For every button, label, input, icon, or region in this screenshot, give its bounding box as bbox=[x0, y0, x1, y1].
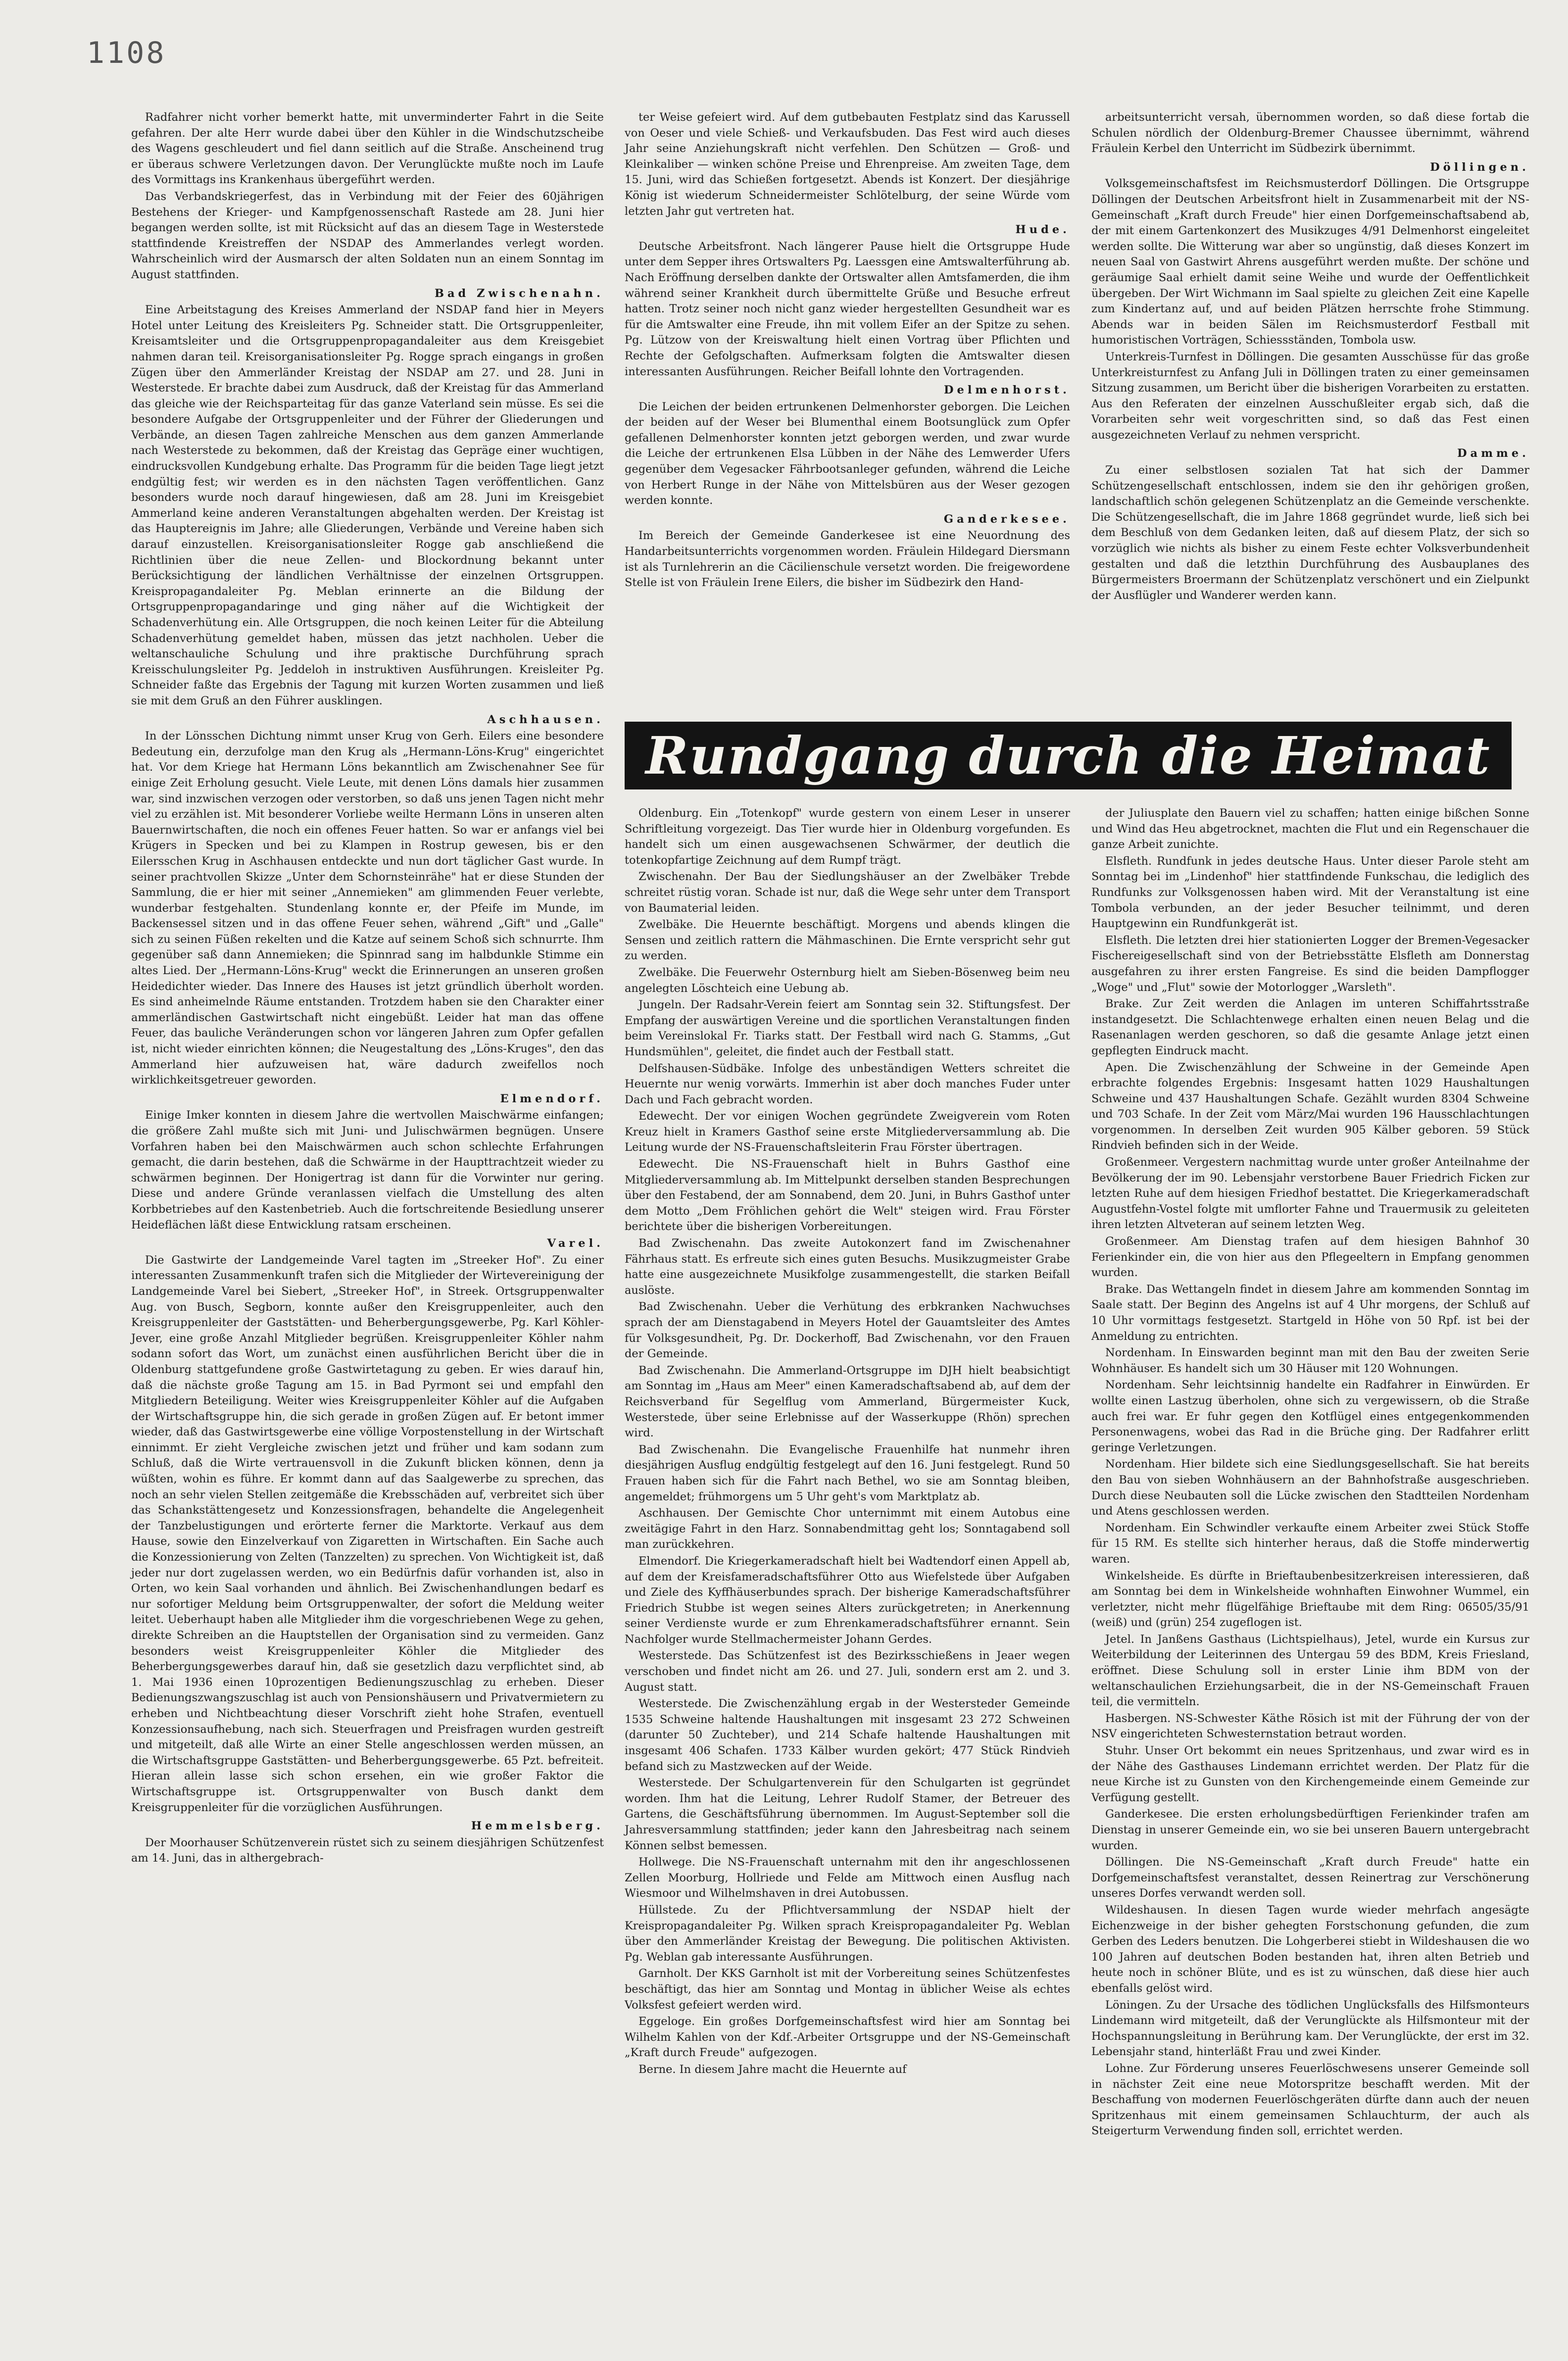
article-paragraph: Hasbergen. NS-Schwester Käthe Rösich ist mit der Führung der von der NSV eingerichteten Schwesternstation betraut worden. bbox=[1091, 1712, 1529, 1741]
column-1 bbox=[131, 110, 604, 1868]
article-paragraph: Apen. Die Zwischenzählung der Schweine in der Gemeinde Apen erbrachte folgendes Ergebnis: Insgesamt hatten 1029 Haushaltungen Schweine und 437 Haushaltungen Schafe. Gezählt wurden 8304 Schweine und 703 Schafe. In der Zeit vom März/Mai wurden 196 Hausschlachtungen vorgenommen. In derselben Zeit wurden 905 Kälber geboren. 59 Stück Rindvieh befinden sich in der Weide. bbox=[1091, 1061, 1529, 1152]
article-paragraph: Hüllstede. Zu der Pflichtversammlung der NSDAP hielt der Kreispropagandaleiter Pg. Wilken sprach Kreispropagandaleiter Pg. Weblan über den Ammerländer Kreistag der Bewegung. Die politischen Aktivisten. Pg. Weblan gab interessante Ausführungen. bbox=[625, 1903, 1070, 1964]
section-heading: Delmenhorst. bbox=[944, 384, 1070, 397]
article-paragraph: Westerstede. Das Schützenfest ist des Bezirksschießens in Jeaer wegen verschoben und findet nicht am 26. und 27. Juli, sondern erst am 2. und 3. August statt. bbox=[625, 1649, 1070, 1694]
section-heading: Hemmelsberg. bbox=[471, 1820, 604, 1833]
article-paragraph: Wildeshausen. In diesen Tagen wurde wieder mehrfach angesägte Eichenzweige in der bisher gehegten Forstschonung gefunden, die zum Gerben des Leders benutzen. Die Lohgerberei stiebt in Wildeshausen die wo 100 Jahren auf deutschen Boden bestanden hat, ihren alten Betrieb und heute noch in schöner Blüte, und es ist zu wünschen, daß diese hier auch ebenfalls gelöst wird. bbox=[1091, 1903, 1529, 1995]
article-paragraph: Deutsche Arbeitsfront. Nach längerer Pause hielt die Ortsgruppe Hude unter dem Sepper ihres Ortswalters Pg. Laessgen eine Amtswalterführung ab. Nach Eröffnung derselben dankte der Ortswalter allen Amtsfamerden, die ihm während seiner Krankheit durch übermittelte Grüße und Besuche erfreut hatten. Trotz seiner noch nicht ganz wieder hergestellten Gesundheit war es für die Amtswalter eine Freude, ihn mit vollem Eifer an der Spitze zu sehen. Pg. Lützow von der Kreiswaltung hielt einen Vortrag über Pflichten und Rechte der Gefolgschaften. Aufmerksam folgten die Amtswalter diesen interessanten Ausführungen. Reicher Beifall lohnte den Vortragenden. bbox=[625, 240, 1070, 378]
article-paragraph: Löningen. Zu der Ursache des tödlichen Unglücksfalls des Hilfsmonteurs Lindemann wird mitgeteilt, daß der Verunglückte als Hilfsmonteur mit der Hochspannungsleitung in Berührung kam. Der Verunglückte, der erst im 32. Lebensjahr stand, hinterläßt Frau und zwei Kinder. bbox=[1091, 1998, 1529, 2059]
section-heading: Ganderkesee. bbox=[943, 512, 1070, 526]
article-paragraph: Nordenham. Hier bildete sich eine Siedlungsgesellschaft. Sie hat bereits den Bau von sieben Wohnhäusern an der Bahnhofstraße ausgeschrieben. Durch diese Neubauten soll die Lücke zwischen den Stadtteilen Nordenham und Atens geschlossen werden. bbox=[1091, 1458, 1529, 1518]
article-paragraph: Aschhausen. Der Gemischte Chor unternimmt mit einem Autobus eine zweitägige Fahrt in den Harz. Sonnabendmittag geht los; Sonntagabend soll man zurückkehren. bbox=[625, 1507, 1070, 1551]
article-paragraph: Oldenburg. Ein „Totenkopf" wurde gestern von einem Leser in unserer Schriftleitung vorgezeigt. Das Tier wurde hier in Oldenburg vorgefunden. Es handelt sich um einen ausgewachsenen Schwärmer, der deutlich die totenkopfartige Zeichnung auf dem Rumpf trägt. bbox=[625, 807, 1070, 867]
article-paragraph: Großenmeer. Vergestern nachmittag wurde unter großer Anteilnahme der Bevölkerung der im 90. Lebensjahr verstorbene Bauer Friedrich Ficken zur letzten Ruhe auf dem hiesigen Friedhof bestattet. Die Kriegerkameradschaft Augustfehn-Vostel folgte mit umflorter Fahne und Trauermusik zu geleiteten ihren letzten Altveteran auf seinem letzten Weg. bbox=[1091, 1156, 1529, 1231]
page-number: 1108 bbox=[87, 36, 166, 70]
article-paragraph: Großenmeer. Am Dienstag trafen auf dem hiesigen Bahnhof 30 Ferienkinder ein, die von hier aus den Pflegeeltern in Empfang genommen wurden. bbox=[1091, 1235, 1529, 1279]
article-paragraph: Stuhr. Unser Ort bekommt ein neues Spritzenhaus, und zwar wird es in der Nähe des Gasthauses Lindemann errichtet werden. Der Platz für die neue Kirche ist zu Gunsten von den Kirchengemeinde einem Gemeinde zur Verfügung gestellt. bbox=[1091, 1744, 1529, 1804]
section-heading: Damme. bbox=[1457, 447, 1529, 460]
section-heading: Bad Zwischenahn. bbox=[434, 287, 604, 300]
article-paragraph: Bad Zwischenahn. Die Evangelische Frauenhilfe hat nunmehr ihren diesjährigen Ausflug endgültig festgelegt auf den 16. Juni festgelegt. Rund 50 Frauen haben sich für die Fahrt nach Bethel, wo sie am Sonntag bleiben, angemeldet; frühmorgens um 5 Uhr geht's vom Marktplatz ab. bbox=[625, 1443, 1070, 1503]
section-heading: Döllingen. bbox=[1430, 160, 1529, 174]
article-paragraph: Jungeln. Der Radsahr-Verein feiert am Sonntag sein 32. Stiftungsfest. Der Empfang der auswärtigen Vereine und die sportlichen Veranstaltungen finden beim Vereinslokal Fr. Tiarks statt. Der Festball wird nach G. Stamms, „Gut Hundsmühlen", geleitet, die findet auch der Festball statt. bbox=[625, 998, 1070, 1058]
article-paragraph: Brake. Zur Zeit werden die Anlagen im unteren Schiffahrtsstraße instandgesetzt. Die Schlachtenwege erhalten einen neuen Belag und die Rasenanlagen werden geschoren, so daß die gesamte Anlage jetzt einen gepflegten Eindruck macht. bbox=[1091, 997, 1529, 1057]
article-paragraph: Nordenham. In Einswarden beginnt man mit den Bau der zweiten Serie Wohnhäuser. Es handelt sich um 30 Häuser mit 120 Wohnungen. bbox=[1091, 1346, 1529, 1375]
article-paragraph: Radfahrer nicht vorher bemerkt hatte, mit unverminderter Fahrt in die Seite gefahren. Der alte Herr wurde dabei über den Kühler in die Windschutzscheibe des Wagens geschleudert und fiel dann seitlich auf die Straße. Anscheinend trug er überaus schwere Verletzungen davon. Der Verunglückte mußte noch im Laufe des Vormittags ins Krankenhaus übergeführt werden. bbox=[131, 111, 604, 187]
article-paragraph: Bad Zwischenahn. Ueber die Verhütung des erbkranken Nachwuchses sprach der am Dienstagabend in Meyers Hotel der Gauamtsleiter des Amtes für Volksgesundheit, Pg. Dr. Dockerhoff, Bad Zwischenahn, vor den Frauen der Gemeinde. bbox=[625, 1300, 1070, 1361]
article-paragraph: Westerstede. Der Schulgartenverein für den Schulgarten ist gegründet worden. Ihm hat die Leitung, Lehrer Rudolf Stamer, der Betreuer des Gartens, die Geschäftsführung übernommen. Im August-September soll die Jahresversammlung stattfinden; jeder kann den Jahresbeitrag nach seinem Können selbst bemessen. bbox=[625, 1776, 1070, 1852]
article-paragraph: Hollwege. Die NS-Frauenschaft unternahm mit den ihr angeschlossenen Zellen Moorburg, Hollriede und Felde am Mittwoch einen Ausflug nach Wiesmoor und Wilhelmshaven in drei Autobussen. bbox=[625, 1856, 1070, 1900]
article-paragraph: Bad Zwischenahn. Das zweite Autokonzert fand im Zwischenahner Fährhaus statt. Es erfreute sich eines guten Besuchs. Musikzugmeister Grabe hatte eine ausgezeichnete Musikfolge zusammengestellt, die starken Beifall auslöste. bbox=[625, 1237, 1070, 1297]
article-paragraph: Unterkreis-Turnfest in Döllingen. Die gesamten Ausschüsse für das große Unterkreisturnfest zu Anfang Juli in Döllingen traten zu einer gemeinsamen Sitzung zusammen, um Bericht über die bisherigen Vorarbeiten zu erstatten. Aus den Referaten der einzelnen Ausschußleiter ergab sich, daß die Vorarbeiten sehr weit vorgeschritten sind, so daß das Fest einen ausgezeichneten Verlauf zu nehmen verspricht. bbox=[1091, 350, 1529, 442]
article-paragraph: ter Weise gefeiert wird. Auf dem gutbebauten Festplatz sind das Karussell von Oeser und viele Schieß- und Verkaufsbuden. Das Fest wird auch dieses Jahr seine Anziehungskraft nicht verfehlen. Den Schützen — Groß- und Kleinkaliber — winken schöne Preise und Ehrenpreise. Am zweiten Tage, dem 15. Juni, wird das Schießen fortgesetzt. Abends ist Konzert. Der diesjährige König ist wiederum Schneidermeister Schlötelburg, der seine Würde vom letzten Jahr gut vertreten hat. bbox=[625, 111, 1070, 218]
article-paragraph: Elsfleth. Rundfunk in jedes deutsche Haus. Unter dieser Parole steht am Sonntag bei im „Lindenhof" hier stattfindende Funkschau, die lediglich des Rundfunks zur Volksgenossen haben wird. Mit der Veranstaltung ist eine Tombola verbunden, an der jeder Besucher teilnimmt, und deren Hauptgewinn ein Rundfunkgerät ist. bbox=[1091, 854, 1529, 931]
article-paragraph: Im Bereich der Gemeinde Ganderkesee ist eine Neuordnung des Handarbeitsunterrichts vorgenommen worden. Fräulein Hildegard Diersmann ist als Turnlehrerin an die Cäcilienschule versetzt worden. Die freigewordene Stelle ist von Fräulein Irene Eilers, die bisher im Südbezirk den Hand- bbox=[625, 529, 1070, 590]
article-paragraph: Eine Arbeitstagung des Kreises Ammerland der NSDAP fand hier in Meyers Hotel unter Leitung des Kreisleiters Pg. Schneider statt. Die Ortsgruppenleiter, Kreisamtsleiter und die Ortsgruppenpropagandaleiter aus dem Kreisgebiet nahmen daran teil. Kreisorganisationsleiter Pg. Rogge sprach eingangs in großen Zügen über den Ammerländer Kreistag der NSDAP am 27. und 28. Juni in Westerstede. Er brachte dabei zum Ausdruck, daß der Kreistag für das Ammerland das gleiche wie der Reichsparteitag für das ganze Vaterland sein müsse. Es sei die besondere Aufgabe der Ortsgruppenleiter und der Führer der Gliederungen und Verbände, an diesen Tagen zahlreiche Menschen aus dem ganzen Ammerlande nach Westerstede zu bekommen, daß der Kreistag das Gepräge einer wuchtigen, eindrucksvollen Kundgebung erhalte. Das Programm für die beiden Tage liegt jetzt endgültig fest; wir werden es in den nächsten Tagen veröffentlichen. Ganz besonders wurde noch darauf hingewiesen, daß am 28. Juni im Kreisgebiet Ammerland keine anderen Veranstaltungen abgehalten werden. Der Kreistag ist das Hauptereignis im Jahre; alle Gliederungen, Verbände und Vereine haben sich darauf einzustellen. Kreisorganisationsleiter Rogge gab anschließend die Richtlinien über die neue Zellen- und Blockordnung bekannt unter Berücksichtigung der ländlichen Verhältnisse der einzelnen Ortsgruppen. Kreispropagandaleiter Pg. Meblan erinnerte an die Bildung der Ortsgruppenpropagandaringe und ging näher auf die Wichtigkeit der Schadenverhütung ein. Alle Ortsgruppen, die noch keinen Leiter für die Abteilung Schadenverhütung gemeldet haben, müssen das jetzt nachholen. Ueber die weltanschauliche Schulung und ihre praktische Durchführung sprach Kreisschulungsleiter Pg. Jeddeloh in instruktiven Ausführungen. Kreisleiter Pg. Schneider faßte das Ergebnis der Tagung mit kurzen Worten zusammen und ließ sie mit dem Gruß an den Führer ausklingen. bbox=[131, 303, 604, 707]
article-paragraph: Ganderkesee. Die ersten erholungsbedürftigen Ferienkinder trafen am Dienstag in unserer Gemeinde ein, wo sie bei unseren Bauern untergebracht wurden. bbox=[1091, 1808, 1529, 1852]
article-paragraph: Döllingen. Die NS-Gemeinschaft „Kraft durch Freude" hatte ein Dorfgemeinschaftsfest veranstaltet, dessen Reinertrag zur Verschönerung unseres Dorfes verwandt werden soll. bbox=[1091, 1856, 1529, 1900]
section-heading: Varel. bbox=[547, 1237, 604, 1250]
column-2 bbox=[625, 110, 1070, 592]
section-heading: Hude. bbox=[1015, 223, 1070, 237]
banner-title: Rundgang durch die Heimat bbox=[625, 722, 1512, 789]
article-paragraph: In der Lönsschen Dichtung nimmt unser Krug von Gerh. Eilers eine besondere Bedeutung ein, derzufolge man den Krug als „Hermann-Löns-Krug" eingerichtet hat. Vor dem Kriege hat Hermann Löns bekanntlich am Zwischenahner See für einige Zeit Erholung gesucht. Viele Leute, mit denen Löns damals hier zusammen war, sind inzwischen verzogen oder verstorben, so daß uns jenen Tagen nicht mehr viel zu erzählen ist. Mit besonderer Vorliebe weilte Hermann Löns in unseren alten Bauernwirtschaften, die noch ein offenes Feuer hatten. So war er anfangs viel bei Krügers in Specken und bei zu Klampen in Rostrup gewesen, bis er den Eilersschen Krug in Aschhausen entdeckte und nun dort täglicher Gast wurde. In seiner prachtvollen Skizze „Unter dem Schornsteinrähe" hat er diese Stunden der Sammlung, die er hier mit seiner „Annemieken" am glimmenden Feuer verlebte, wunderbar festgehalten. Stundenlang konnte er, der Pfeife im Munde, im Backensessel sitzen und in das offene Feuer sehen, während „Gift" und „Galle" sich zu seinen Füßen rekelten und die Katze auf seinem Schoß sich schnurrte. Ihm gegenüber saß dann Annemieken; die Spinnrad sang im halbdunkle Stimme ein altes Lied. Der „Hermann-Löns-Krug" weckt die Erinnerungen an unseren großen Heidedichter wieder. Das Innere des Hauses ist jetzt gründlich überholt worden. Es sind anheimelnde Räume entstanden. Trotzdem haben sie den Charakter einer ammerländischen Gastwirtschaft nicht eingebüßt. Leider hat man das offene Feuer, das bauliche Veränderungen schon vor längeren Jahren zum Opfer gefallen ist, nicht wieder einrichten können; die Neugestaltung des „Löns-Kruges", den das Ammerland hier aufzuweisen hat, wäre dadurch zweifellos noch wirklichkeitsgetreuer geworden. bbox=[131, 730, 604, 1087]
article-paragraph: Die Leichen der beiden ertrunkenen Delmenhorster geborgen. Die Leichen der beiden auf der Weser bei Blumenthal einem Bootsunglück zum Opfer gefallenen Delmenhorster konnten jetzt geborgen werden, und zwar wurde die Leiche der ertrunkenen Elsa Lübben in der Nähe des Lemwerder Ufers gegenüber dem Vegesacker Fährbootsanleger gefunden, während die Leiche von Herbert Runge in der Nähe von Mittelsbüren aus der Weser gezogen werden konnte. bbox=[625, 400, 1070, 507]
article-paragraph: Das Verbandskriegerfest, das in Verbindung mit der Feier des 60jährigen Bestehens der Krieger- und Kampfgenossenschaft Rastede am 28. Juni hier begangen werden sollte, ist mit Rücksicht auf das an diesem Tage in Westerstede stattfindende Kreistreffen der NSDAP des Ammerlandes verlegt worden. Wahrscheinlich wird der Ausmarsch der alten Soldaten nun an einem Sonntag im August stattfinden. bbox=[131, 190, 604, 281]
article-paragraph: Der Moorhauser Schützenverein rüstet sich zu seinem diesjährigen Schützenfest am 14. Juni, das in althergebrach- bbox=[131, 1836, 604, 1865]
article-paragraph: arbeitsunterricht versah, übernommen worden, so daß diese fortab die Schulen nördlich der Oldenburg-Bremer Chaussee übernimmt, während Fräulein Kerbel den Unterricht im Südbezirk übernimmt. bbox=[1091, 111, 1529, 155]
section-heading: Aschhausen. bbox=[487, 713, 604, 726]
article-paragraph: Die Gastwirte der Landgemeinde Varel tagten im „Streeker Hof". Zu einer interessanten Zusammenkunft trafen sich die Mitglieder der Wirtevereinigung der Landgemeinde Varel bei Siebert, „Streeker Hof", in Streek. Ortsgruppenwalter Aug. von Busch, Segborn, konnte außer den Kreisgruppenleiter, auch den Kreisgruppenleiter der Gaststätten- und Beherbergungsgewerbe, Pg. Karl Köhler-Jever, eine große Anzahl Mitglieder begrüßen. Kreisgruppenleiter Köhler nahm sodann sofort das Wort, um zunächst einen ausführlichen Bericht über die in Oldenburg stattgefundene große Gastwirtetagung zu geben. Er wies darauf hin, daß die nächste große Tagung am 15. in Bad Pyrmont sei und empfahl den Mitgliedern Beteiligung. Weiter wies Kreisgruppenleiter Köhler auf die Aufgaben der Wirtschaftsgruppe hin, die sich gerade in großen Zügen auf. Er betont immer wieder, daß das Gastwirtsgewerbe eine völlige Vorpostenstellung in der Wirtschaft einnimmt. Er zieht Vergleiche zwischen jetzt und früher und kam sodann zum Schluß, daß die Wirte vertrauensvoll in die Zukunft blicken können, denn ja wüßten, wohin es führe. Er kommt dann auf das Saalgewerbe zu sprechen, das noch an sehr vielen Stellen zeitgemäße die Krebsschäden auf, verbreitet sich über das Schankstättengesetz und Konzessionsfragen, behandelte die Angelegenheit der Tanzbelustigungen und erörterte ferner die Marktorte. Verkauf aus dem Hause, sowie den Einzelverkauf von Zigaretten in Wirtschaften. Ein Sache auch die Konzessionierung von Zelten (Tanzzelten) zu sprechen. Von Wichtigkeit ist, daß jeder nur dort zugelassen werden, wo ein Bedürfnis dafür vorhanden ist, also in Orten, wo kein Saal vorhanden und ähnlich. Bei Zwischenhandlungen bedarf es nur sofortiger Meldung beim Ortsgruppenwalter, der sofort die Meldung weiter leitet. Ueberhaupt haben alle Mitglieder ihm die vorgeschriebenen Wege zu gehen, direkte Schreiben an die Hauptstellen der Organisation sind zu vermeiden. Ganz besonders weist Kreisgruppenleiter Köhler die Mitglieder des Beherbergungsgewerbes darauf hin, daß sie gesetzlich dazu verpflichtet sind, ab 1. Mai 1936 einen 10prozentigen Bedienungszuschlag zu erheben. Dieser Bedienungszwangszuschlag ist auch von Pensionshäusern und Privatvermietern zu erheben und Nichtbeachtung dieser Vorschrift zieht hohe Strafen, eventuell Konzessionsaufhebung, nach sich. Steuerfragen und Preisfragen wurden gestreift und mitgeteilt, daß alle Wirte an einer Stelle angeschlossen werden müssen, an die Wirtschaftsgruppe Gaststätten- und Beherbergungsgewerbe. 65 Pzt. befreiteit. Hieran allein lasse sich schon ersehen, ein wie großer Faktor die Wirtschaftsgruppe ist. Ortsgruppenwalter von Busch dankt dem Kreisgruppenleiter für die vorzüglichen Ausführungen. bbox=[131, 1253, 604, 1814]
article-paragraph: Lohne. Zur Förderung unseres Feuerlöschwesens unserer Gemeinde soll in nächster Zeit eine neue Motorspritze beschafft werden. Mit der Beschaffung von modernen Feuerlöschgeräten dürfte dann auch der neuen Spritzenhaus mit einem gemeinsamen Schlauchturm, der auch als Steigerturm Verwendung finden soll, errichtet werden. bbox=[1091, 2062, 1529, 2138]
article-paragraph: Nordenham. Sehr leichtsinnig handelte ein Radfahrer in Einwürden. Er wollte einen Lastzug überholen, ohne sich zu vergewissern, ob die Straße auch frei war. Er fuhr gegen den Kotflügel eines entgegenkommenden Personenwagens, wobei das Rad in die Brüche ging. Der Radfahrer erlitt geringe Verletzungen. bbox=[1091, 1378, 1529, 1454]
article-paragraph: Einige Imker konnten in diesem Jahre die wertvollen Maischwärme einfangen; die größere Zahl mußte sich mit Juni- und Julischwärmen begnügen. Unsere Vorfahren haben bei den Maischwärmen auch schon schlechte Erfahrungen gemacht, die darin bestehen, daß die Schwärme in der Haupttrachtzeit wieder zu schwärmen beginnen. Der Honigertrag ist dann für die Vorwinter nur gering. Diese und andere Gründe veranlassen vielfach die Umstellung des alten Korbbetriebes auf den Kastenbetrieb. Auch die fortschreitende Besiedlung unserer Heideflächen läßt diese Entwicklung ratsam erscheinen. bbox=[131, 1109, 604, 1231]
article-paragraph: Zwelbäke. Die Feuerwehr Osternburg hielt am Sieben-Bösenweg beim neu angelegten Löschteich eine Uebung ab. bbox=[625, 966, 1070, 995]
article-paragraph: Nordenham. Ein Schwindler verkaufte einem Arbeiter zwei Stück Stoffe für 15 RM. Es stellte sich hinterher heraus, daß die Stoffe minderwertig waren. bbox=[1091, 1521, 1529, 1566]
article-paragraph: Winkelsheide. Es dürfte in Brieftaubenbesitzerkreisen interessieren, daß am Sonntag bei dem in Winkelsheide wohnhaften Einwohner Wummel, ein verletzter, nicht mehr flügelfähige Brieftaube mit dem Ring: 06505/35/91 (weiß) und (grün) 254 zugeflogen ist. bbox=[1091, 1569, 1529, 1629]
article-paragraph: Berne. In diesem Jahre macht die Heuernte auf bbox=[638, 2063, 907, 2076]
article-paragraph: Garnholt. Der KKS Garnholt ist mit der Vorbereitung seines Schützenfestes beschäftigt, das hier am Sonntag und Montag in üblicher Weise als echtes Volksfest gefeiert werden wird. bbox=[625, 1967, 1070, 2012]
column-5 bbox=[1091, 806, 1529, 2140]
section-heading: Elmendorf. bbox=[500, 1092, 604, 1105]
article-paragraph: Elsfleth. Die letzten drei hier stationierten Logger der Bremen-Vegesacker Fischereigesellschaft sind von der Betriebsstätte Elsfleth am Donnerstag ausgefahren zu ihrer ersten Fangreise. Es sind die beiden Dampflogger „Woge" und „Flut" sowie der Motorlogger „Warsleth". bbox=[1091, 934, 1529, 994]
article-paragraph: der Juliusplate den Bauern viel zu schaffen; hatten einige bißchen Sonne und Wind das Heu abgetrocknet, machten die Flut und ein Regenschauer die ganze Arbeit zunichte. bbox=[1091, 807, 1529, 851]
article-paragraph: Bad Zwischenahn. Die Ammerland-Ortsgruppe im DJH hielt beabsichtigt am Sonntag im „Haus am Meer" einen Kameradschaftsabend ab, auf dem der Reichsverband für Segelflug vom Ammerland, Bürgermeister Kuck, Westerstede, über seine Erlebnisse auf der Wasserkuppe (Rhön) sprechen wird. bbox=[625, 1364, 1070, 1440]
article-paragraph: Westerstede. Die Zwischenzählung ergab in der Westersteder Gemeinde 1535 Schweine haltende Haushaltungen mit insgesamt 23 272 Schweinen (darunter 50 Zuchteber), und 214 Schafe haltende Haushaltungen mit insgesamt 406 Schafen. 1733 Kälber wurden gekört; 477 Stück Rindvieh befand sich zu Mastzwecken auf der Weide. bbox=[625, 1697, 1070, 1773]
article-paragraph: Eggeloge. Ein großes Dorfgemeinschaftsfest wird hier am Sonntag bei Wilhelm Kahlen von der Kdf.-Arbeiter Ortsgruppe und der NS-Gemeinschaft „Kraft durch Freude" aufgezogen. bbox=[625, 2015, 1070, 2060]
column-3 bbox=[1091, 110, 1529, 604]
article-paragraph: Zwischenahn. Der Bau der Siedlungshäuser an der Zwelbäker Trebde schreitet rüstig voran. Schade ist nur, daß die Wege sehr unter dem Transport von Baumaterial leiden. bbox=[625, 870, 1070, 915]
article-paragraph: Elmendorf. Die Kriegerkameradschaft hielt bei Wadtendorf einen Appell ab, auf dem der Kreisfameradschaftsführer Otto aus Wiefelstede über Aufgaben und Ziele des Kyffhäuserbundes sprach. Der bisherige Kameradschaftsführer Friedrich Stubbe ist wegen seines Alters zurückgetreten; in Anerkennung seiner Verdienste wurde er zum Ehrenkameradschaftsführer ernannt. Sein Nachfolger wurde Stellmachermeister Johann Gerdes. bbox=[625, 1554, 1070, 1646]
article-paragraph: Zwelbäke. Die Heuernte beschäftigt. Morgens und abends klingen die Sensen und zeitlich rattern die Mähmaschinen. Die Ernte verspricht sehr gut zu werden. bbox=[625, 918, 1070, 963]
column-4 bbox=[625, 806, 1070, 2079]
article-paragraph: Zu einer selbstlosen sozialen Tat hat sich der Dammer Schützengesellschaft entschlossen, indem sie den ihr gehörigen großen, landschaftlich schön gelegenen Schützenplatz an die Gemeinde verschenkte. Die Schützengesellschaft, die im Jahre 1868 gegründet wurde, ließ sich bei dem Beschluß von dem Gedanken leiten, daß auf diesem Platz, der sich so vorzüglich wie nichts als bisher zu einem Feste echter Volksverbundenheit gestalten und daß die letzthin Durchführung des Ausbauplanes des Bürgermeisters Broermann der Schützenplatz verschönert und ein Zielpunkt der Ausflügler und Wanderer werden kann. bbox=[1091, 464, 1529, 602]
article-paragraph: Brake. Das Wettangeln findet in diesem Jahre am kommenden Sonntag im Saale statt. Der Beginn des Angelns ist auf 4 Uhr morgens, der Schluß auf 10 Uhr vormittags festgesetzt. Startgeld in Höhe von 50 Rpf. ist bei der Anmeldung zu entrichten. bbox=[1091, 1282, 1529, 1343]
article-paragraph: Jetel. In Janßens Gasthaus (Lichtspielhaus), Jetel, wurde ein Kursus zur Weiterbildung der Leiterinnen des Untergau 59 des BDM, Kreis Friesland, eröffnet. Diese Schulung soll in erster Linie ihm BDM von der weltanschaulichen Erziehungsarbeit, die in der NS-Gemeinschaft Frauen teil, die vermitteln. bbox=[1091, 1632, 1529, 1709]
article-paragraph: Volksgemeinschaftsfest im Reichsmusterdorf Döllingen. Die Ortsgruppe Döllingen der Deutschen Arbeitsfront hielt in Zusammenarbeit mit der NS-Gemeinschaft „Kraft durch Freude" hier einen Dorfgemeinschaftsabend ab, der mit einem Gartenkonzert des Musikzuges 4/91 Delmenhorst eingeleitet werden sollte. Die Witterung war aber so ungünstig, daß dieses Konzert im neuen Saal von Gastwirt Ahrens ausgeführt werden mußte. Der schöne und geräumige Saal erhielt damit seine Weihe und wurde der Oeffentlichkeit übergeben. Der Wirt Wichmann im Saal spielte zu gleichen Zeit eine Kapelle zum Kindertanz auf, und auf beiden Plätzen herrschte frohe Stimmung. Abends war in beiden Sälen im Reichsmusterdorf Festball mit humoristischen Vorträgen, Schiessständen, Tombola usw. bbox=[1091, 177, 1529, 347]
article-paragraph: Edewecht. Die NS-Frauenschaft hielt in Buhrs Gasthof eine Mitgliederversammlung ab. Im Mittelpunkt derselben standen Besprechungen über den Festabend, der am Sonnabend, dem 20. Juni, in Buhrs Gasthof unter dem Motto „Dem Fröhlichen gehört die Welt" steigen wird. Frau Förster berichtete über die bisherigen Vorbereitungen. bbox=[625, 1158, 1070, 1233]
article-paragraph: Edewecht. Der vor einigen Wochen gegründete Zweigverein vom Roten Kreuz hielt in Kramers Gasthof seine erste Mitgliederversammlung ab. Die Leitung wurde der NS-Frauenschaftsleiterin Frau Förster übertragen. bbox=[625, 1110, 1070, 1154]
article-paragraph: Delfshausen-Südbäke. Infolge des unbeständigen Wetters schreitet die Heuernte nur wenig vorwärts. Immerhin ist aber doch manches Fuder unter Dach und Fach gebracht worden. bbox=[625, 1062, 1070, 1106]
